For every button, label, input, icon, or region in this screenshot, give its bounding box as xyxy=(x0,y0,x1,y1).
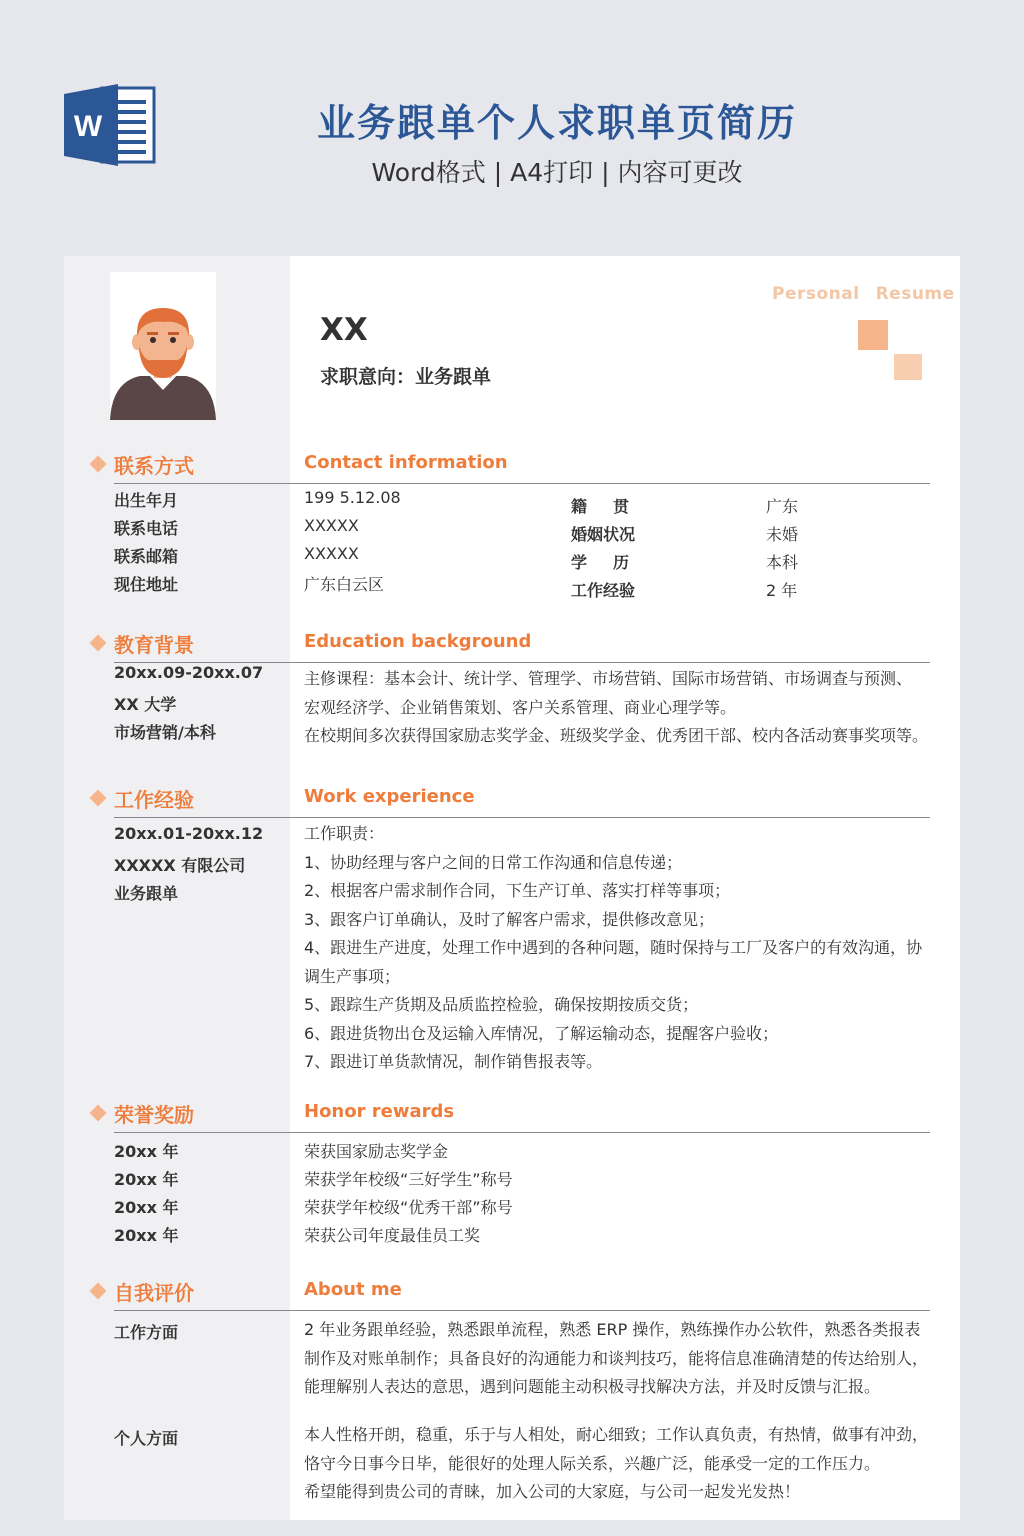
text-line: 本人性格开朗，稳重，乐于与人相处，耐心细致；工作认真负责，有热情，做事有冲劲， xyxy=(304,1425,929,1444)
honor-year: 20xx 年 xyxy=(114,1142,179,1161)
honor-text: 荣获学年校级“三好学生”称号 xyxy=(304,1170,513,1189)
section-title-cn: 教育背景 xyxy=(114,633,194,657)
honor-year: 20xx 年 xyxy=(114,1226,179,1245)
about-work-label: 工作方面 xyxy=(114,1323,179,1342)
text-line: 2、根据客户需求制作合同，下生产订单、落实打样等事项； xyxy=(304,881,731,900)
page-title: 业务跟单个人求职单页简历 xyxy=(316,101,797,145)
text-line: 宏观经济学、企业销售策划、客户关系管理、商业心理学等。 xyxy=(304,697,737,717)
personal-word: Personal xyxy=(772,284,860,304)
contact-value: 本科 xyxy=(766,553,799,572)
section-work-heading xyxy=(88,784,930,814)
text-line: 工作职责： xyxy=(304,824,385,843)
diamond-bullet-icon xyxy=(90,790,107,807)
resume-word: Resume xyxy=(875,284,955,304)
section-about-heading xyxy=(88,1277,930,1307)
contact-value: XXXXX xyxy=(304,544,359,563)
contact-label: 籍贯 xyxy=(571,497,656,516)
candidate-name: XX xyxy=(320,312,368,348)
about-personal-label: 个人方面 xyxy=(114,1429,179,1448)
section-divider xyxy=(114,817,930,818)
text-line: 5、跟踪生产货期及品质监控检验，确保按期按质交货； xyxy=(304,995,699,1014)
resume-paper xyxy=(64,256,960,1520)
text-line: 主修课程：基本会计、统计学、管理学、市场营销、国际市场营销、市场调查与预测、 xyxy=(304,669,913,688)
text-line: 3、跟客户订单确认，及时了解客户需求，提供修改意见； xyxy=(304,909,715,929)
honor-year: 20xx 年 xyxy=(114,1198,179,1217)
diamond-bullet-icon xyxy=(90,456,107,473)
text-line: 制作及对账单制作；具备良好的沟通能力和谈判技巧，能将信息准确清楚的传达给别人， xyxy=(304,1348,929,1368)
section-divider xyxy=(114,1310,930,1311)
section-title-en: Contact information xyxy=(304,452,508,473)
diamond-bullet-icon xyxy=(90,1105,107,1122)
text-line: 恪守今日事今日毕，能很好的处理人际关系，兴趣广泛，能承受一定的工作压力。 xyxy=(304,1453,881,1473)
contact-value: 199 5.12.08 xyxy=(304,488,401,507)
contact-label: 婚姻状况 xyxy=(571,525,636,544)
contact-value: 未婚 xyxy=(766,525,799,544)
contact-value: 广东白云区 xyxy=(304,575,385,594)
job-intent: 求职意向：业务跟单 xyxy=(320,366,492,388)
section-title-cn: 自我评价 xyxy=(114,1281,194,1305)
honor-year: 20xx 年 xyxy=(114,1170,179,1189)
honor-text: 荣获国家励志奖学金 xyxy=(304,1142,449,1161)
diamond-bullet-icon xyxy=(90,635,107,652)
contact-value: 2 年 xyxy=(766,581,798,600)
section-divider xyxy=(114,1132,930,1133)
about-personal-description xyxy=(304,1421,928,1507)
top-header xyxy=(0,0,1024,250)
section-education-heading xyxy=(88,629,930,659)
text-line: 希望能得到贵公司的青睐，加入公司的大家庭，与公司一起发光发热！ xyxy=(304,1482,801,1501)
avatar xyxy=(110,272,216,420)
about-work-description xyxy=(304,1316,928,1402)
contact-label: 工作经验 xyxy=(571,581,636,600)
section-contact-heading xyxy=(88,450,930,480)
section-title-en: About me xyxy=(304,1279,402,1300)
text-line: 6、跟进货物出仓及运输入库情况，了解运输动态，提醒客户验收； xyxy=(304,1023,779,1043)
education-description xyxy=(304,665,928,751)
text-line: 4、跟进生产进度，处理工作中遇到的各种问题，随时保持与工厂及客户的有效沟通，协 xyxy=(304,938,923,957)
contact-label: 联系邮箱 xyxy=(114,547,179,566)
text-line: 7、跟进订单货款情况，制作销售报表等。 xyxy=(304,1052,603,1071)
personal-resume-label xyxy=(772,284,955,304)
section-title-en: Education background xyxy=(304,631,532,652)
honor-text: 荣获学年校级“优秀干部”称号 xyxy=(304,1198,513,1217)
page-subtitle: Word格式 | A4打印 | 内容可更改 xyxy=(371,158,743,187)
contact-label: 出生年月 xyxy=(114,491,179,510)
section-title-cn: 荣誉奖励 xyxy=(114,1103,194,1127)
section-title-cn: 工作经验 xyxy=(114,788,194,812)
education-period: 20xx.09-20xx.07 xyxy=(114,663,264,682)
decorative-square xyxy=(894,354,922,380)
honor-text: 荣获公司年度最佳员工奖 xyxy=(304,1226,481,1245)
decorative-square xyxy=(858,320,888,350)
work-company: XXXXX 有限公司 xyxy=(114,856,246,875)
education-school: XX 大学 xyxy=(114,695,177,714)
text-line: 1、协助经理与客户之间的日常工作沟通和信息传递； xyxy=(304,852,683,872)
work-position: 业务跟单 xyxy=(114,884,179,903)
contact-label: 联系电话 xyxy=(114,519,179,538)
avatar-man-beard-icon xyxy=(110,272,216,420)
text-line: 能理解别人表达的意思，遇到问题能主动积极寻找解决方法，并及时反馈与汇报。 xyxy=(304,1377,881,1396)
contact-value: XXXXX xyxy=(304,516,359,535)
diamond-bullet-icon xyxy=(90,1283,107,1300)
section-divider xyxy=(114,483,930,484)
section-honors-heading xyxy=(88,1099,930,1129)
text-line: 在校期间多次获得国家励志奖学金、班级奖学金、优秀团干部、校内各活动赛事奖项等。 xyxy=(304,726,929,745)
education-major: 市场营销/本科 xyxy=(114,723,216,742)
section-title-cn: 联系方式 xyxy=(114,454,194,478)
work-period: 20xx.01-20xx.12 xyxy=(114,824,264,843)
work-description xyxy=(304,820,922,1077)
text-line: 调生产事项； xyxy=(304,966,401,986)
contact-label: 学历 xyxy=(571,553,656,572)
contact-value: 广东 xyxy=(766,497,799,516)
section-title-en: Honor rewards xyxy=(304,1101,455,1122)
word-icon-letter: W xyxy=(73,110,103,143)
section-title-en: Work experience xyxy=(304,786,475,807)
text-line: 2 年业务跟单经验，熟悉跟单流程，熟悉 ERP 操作，熟练操作办公软件，熟悉各类报表 xyxy=(304,1320,921,1339)
contact-label: 现住地址 xyxy=(114,575,179,594)
